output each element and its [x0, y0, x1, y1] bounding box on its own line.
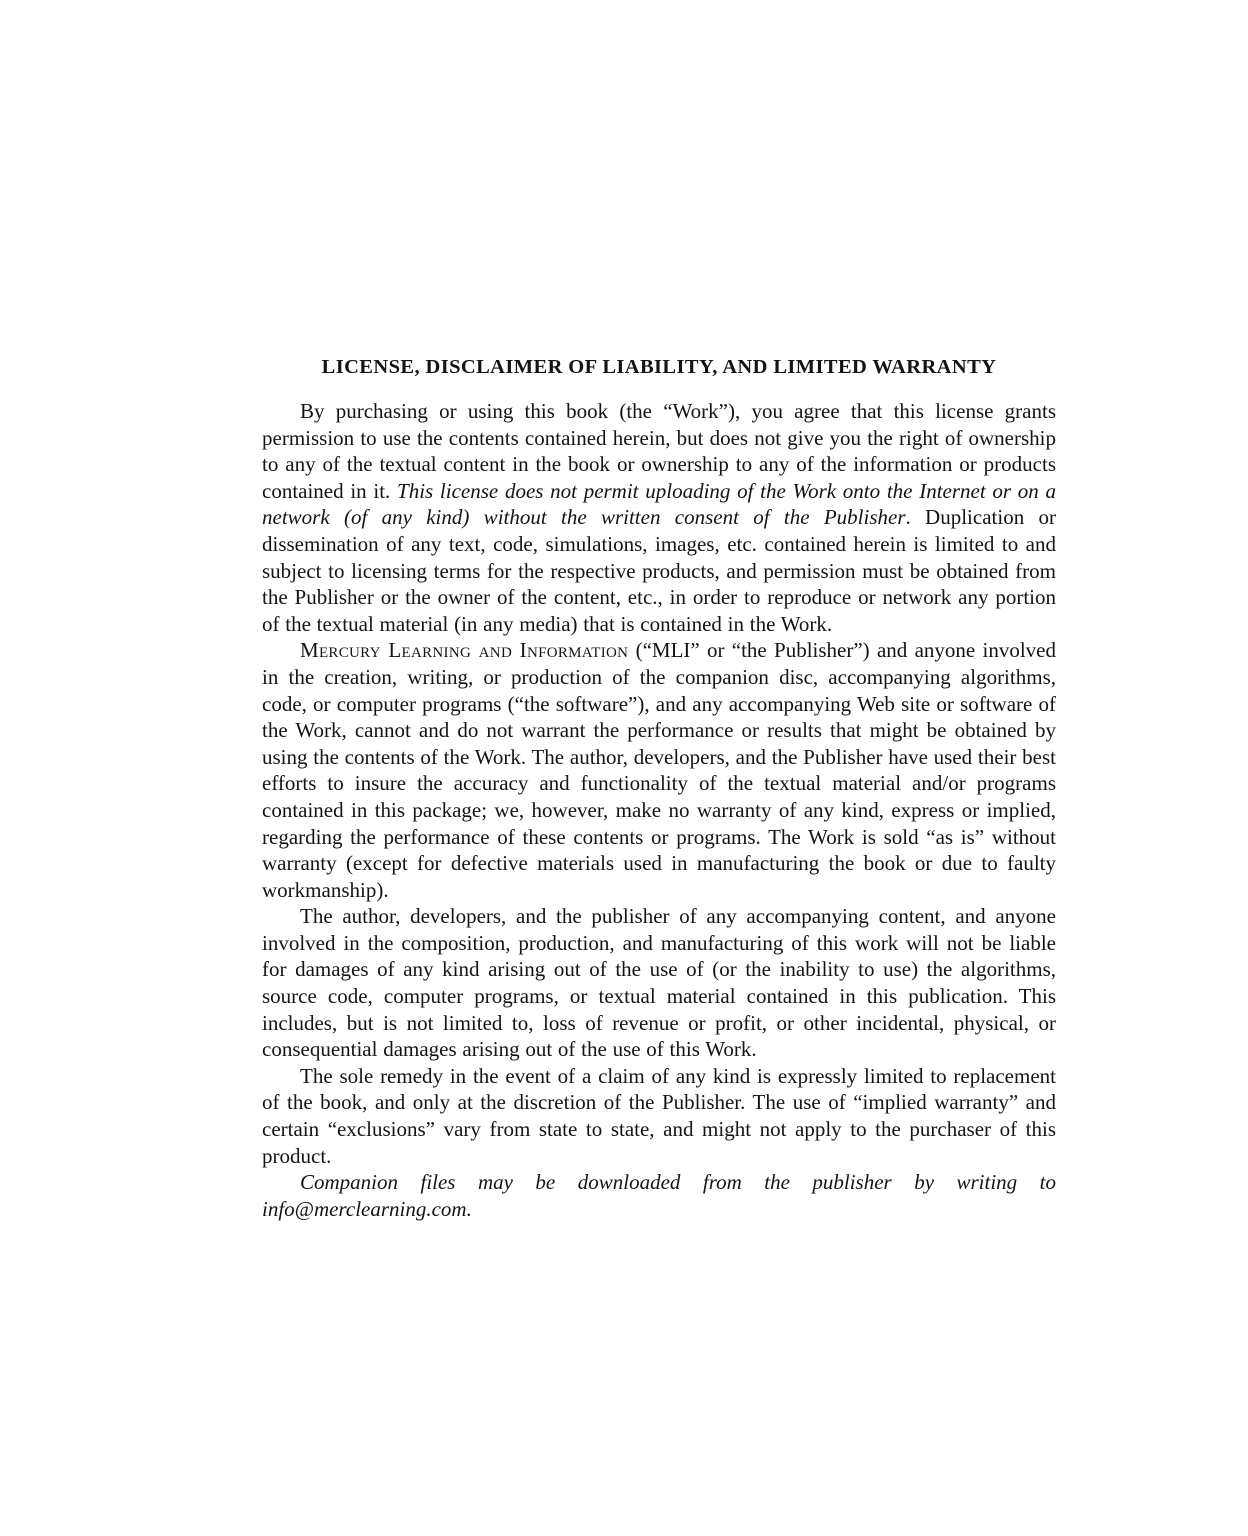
text-segment-normal: (“MLI” or “the Publisher”) and anyone involved in the creation, writing, or production of the companion disc, accompanying algorithms, code, or computer programs (“the software”), and any accompanying Web site or software of the Work, cannot and do not warrant the performance or results that might be obtained by using the contents of the Work. The author, developers, and the Publisher have used their best efforts to insure the accuracy and functionality of the textual material and/or programs contained in this package; we, however, make no warranty of any kind, express or implied, regarding the performance of these contents or programs. The Work is sold “as is” without warranty (except for defective materials used in manufacturing the book or due to faulty workmanship). [262, 638, 1056, 902]
text-segment-italic: This license does not permit uploading of the Work onto the Internet or on a network (of any kind) without the written consent of the Publisher [262, 478, 1056, 530]
text-segment-normal: By purchasing or using this book (the “Work”), you agree that this license grants permission to use the contents contained herein, but does not give you the right of ownership to any of the textual content in the book or ownership to any of the information or products contained in it. [262, 399, 1056, 503]
text-segment-smallcaps: Mercury Learning and Information [300, 638, 629, 663]
book-page [262, 354, 1056, 1222]
license-paragraph-5 [262, 1169, 1056, 1222]
text-segment-normal: The sole remedy in the event of a claim of any kind is expressly limited to replacement of the book, and only at the discretion of the Publisher. The use of “implied warranty” and certain “exclusions” vary from state to state, and might not apply to the purchaser of this product. [262, 1063, 1056, 1168]
license-paragraph-2 [262, 637, 1056, 903]
page-title: LICENSE, DISCLAIMER OF LIABILITY, AND LIMITED WARRANTY [321, 356, 997, 378]
text-segment-normal: . Duplication or dissemination of any text, code, simulations, images, etc. contained herein is limited to and subject to licensing terms for the respective products, and permission must be obtained from the Publisher or the owner of the content, etc., in order to reproduce or network any portion of the textual material (in any media) that is contained in the Work. [262, 505, 1057, 636]
text-segment-italic: Companion files may be downloaded from the publisher by writing to info@merclearning.com. [262, 1170, 1056, 1221]
license-paragraph-3 [262, 903, 1056, 1063]
license-paragraph-1 [262, 398, 1056, 637]
text-segment-normal: The author, developers, and the publisher of any accompanying content, and anyone involved in the composition, production, and manufacturing of this work will not be liable for damages of any kind arising out of the use of (or the inability to use) the algorithms, source code, computer programs, or textual material contained in this publication. This includes, but is not limited to, loss of revenue or profit, or other incidental, physical, or consequential damages arising out of the use of this Work. [262, 904, 1056, 1062]
license-paragraph-4 [262, 1063, 1056, 1169]
